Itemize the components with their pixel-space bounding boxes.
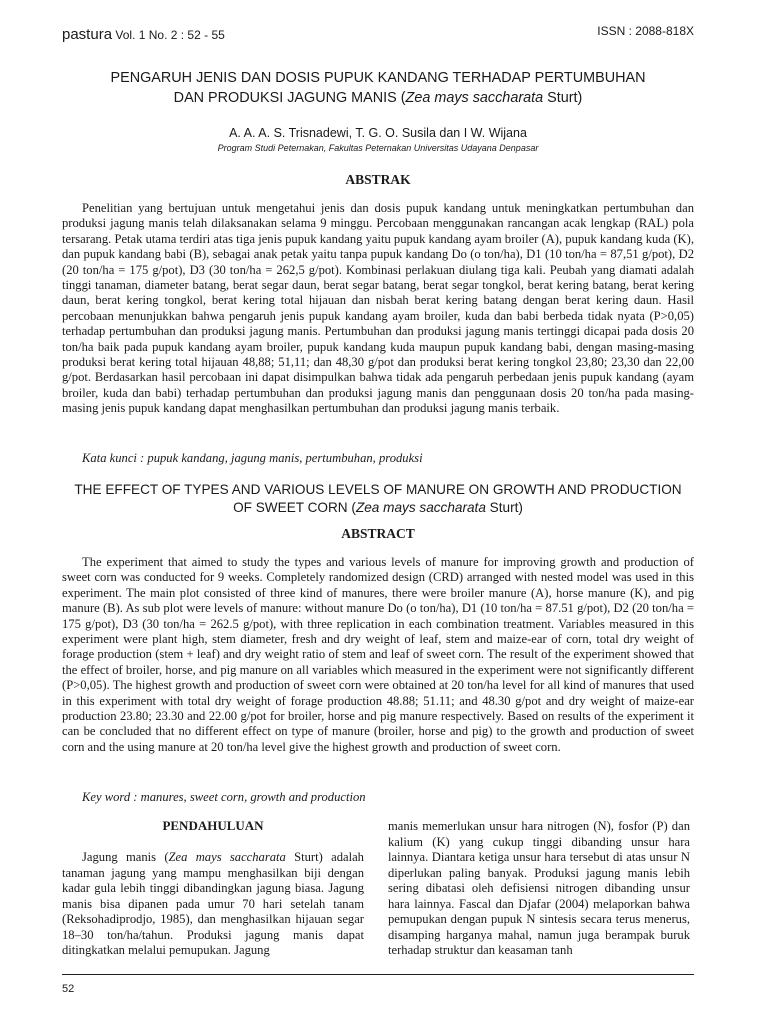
journal-page — [62, 0, 694, 1024]
journal-header — [62, 26, 225, 43]
abstract-heading: ABSTRACT — [341, 526, 415, 541]
english-title-species: Zea mays saccharata — [355, 500, 486, 515]
english-title-line-2: OF SWEET CORN (Zea mays saccharata Sturt) — [233, 500, 523, 515]
species-name: Zea mays saccharata — [168, 850, 286, 864]
abstract-keywords: Key word : manures, sweet corn, growth and production — [82, 790, 366, 804]
pendahuluan-right-column: manis memerlukan unsur hara nitrogen (N), fosfor (P) dan kalium (K) yang cukup tinggi dibanding unsur hara lainnya. Diantara ketiga unsur hara tersebut di atas unsur N diperlukan paling banyak. Produksi jagung manis lebih sering dibatasi oleh defisiensi nitrogen dibanding unsur hara lainnya. Fascal dan Djafar (2004) melaporkan bahwa pemupukan dengan pupuk N sintesis secara terus menerus, disamping harganya mahal, namun juga berampak buruk terhadap struktur dan keasaman tanh — [388, 819, 690, 957]
pendahuluan-left-column: Jagung manis (Zea mays saccharata Sturt) adalah tanaman jagung yang mampu menghasilkan biji dengan kadar gula lebih tinggi dibandingkan jagung biasa. Jagung manis bisa dipanen pada umur 70 hari setelah tanam (Reksohadiprodjo, 1985), dan menghasilkan hijauan segar 18–30 ton/ha/tahun. Produksi jagung manis dapat ditingkatkan melalui pemupukan. Jagung — [62, 850, 364, 957]
pendahuluan-heading: PENDAHULUAN — [162, 818, 264, 833]
abstract-body: The experiment that aimed to study the types and various levels of manure for improving growth and production of sweet corn was conducted for 9 weeks. Completely randomized design (CRD) arranged with nested model was used in this experiment. The main plot consisted of three kind of manures, there were broiler manure (A), horse manure (K), and pig manure (B). As sub plot were levels of manure: without manure Do (o ton/ha), D1 (10 ton/ha = 87.51 g/pot), D2 (20 ton/ha = 175 g/pot), D3 (30 ton/ha = 262.5 g/pot), with three replication in each combination treatment. Variables measured in this experiment were plant high, stem diameter, fresh and dry weight of leaf, stem and maize-ear of corn, total dry weight of forage production (stem + leaf) and dry weight ratio of stem and leaf of sweet corn. The result of the experiment showed that the effect of broiler, horse, and pig manure on all variables which measured in the experiment were not significantly different (P>0,05). The highest growth and production of sweet corn were obtained at 20 ton/ha level for all kind of manures that used in this experiment with total dry weight of forage production 48.88; 51.11; and 48.30 g/pot and dry weight of maize-ear production 23.80; 23.30 and 22.00 g/pot for broiler, horse and pig manure respectively. Based on results of the experiment it can be concluded that no different effect on type of manure (broiler, horse and pig) to the growth and production of sweet corn and the using manure at 20 ton/ha level give the highest growth and production of sweet corn. — [62, 555, 694, 754]
issn-label: ISSN : 2088-818X — [597, 24, 694, 38]
english-title — [62, 481, 694, 517]
abstrak-keywords: Kata kunci : pupuk kandang, jagung manis, pertumbuhan, produksi — [82, 451, 423, 465]
journal-volume: Vol. 1 No. 2 : 52 - 55 — [115, 28, 225, 42]
title-line-2: DAN PRODUKSI JAGUNG MANIS (Zea mays saccharata Sturt) — [173, 90, 583, 106]
page-number: 52 — [62, 983, 75, 995]
author-list: A. A. A. S. Trisnadewi, T. G. O. Susila dan I W. Wijana — [229, 126, 527, 140]
paper-title — [62, 68, 694, 108]
journal-name: pastura — [62, 26, 113, 43]
abstrak-body: Penelitian yang bertujuan untuk mengetahui jenis dan dosis pupuk kandang untuk meningkatkan pertumbuhan dan produksi jagung manis telah dilaksanakan selama 9 minggu. Percobaan menggunakan rancangan acak lengkap (RAL) pola tersarang. Petak utama terdiri atas tiga jenis pupuk kandang yaitu pupuk kandang ayam broiler (A), pupuk kandang kuda (K), dan pupuk kandang babi (B), sebagai anak petak yaitu tanpa pupuk kandang Do (o ton/ha), D1 (10 ton/ha = 87,51 g/pot), D2 (20 ton/ha = 175 g/pot), D3 (30 ton/ha = 262,5 g/pot). Kombinasi perlakuan diulang tiga kali. Peubah yang diamati adalah tinggi tanaman, diameter batang, berat segar daun, berat segar batang, berat segar tongkol, berat kering batang, berat kering daun, berat kering tongkol, berat kering total hijauan dan nisbah berat kering batang dengan berat kering daun. Hasil percobaan menunjukkan bahwa pengaruh jenis pupuk kandang ayam broiler, kuda dan babi berbeda tidak nyata (P>0,05) terhadap pertumbuhan dan produksi jagung manis. Pertumbuhan dan produksi jagung manis tertinggi dicapai pada dosis 20 ton/ha baik pada pupuk kandang ayam broiler, pupuk kandang kuda maupun pupuk kandang babi, dengan masing-masing produksi berat kering total hijauan 48,88; 51,11; dan 48,30 g/pot dan produksi berat kering tongkol 23,80; 23,30 dan 22,00 g/pot. Berdasarkan hasil percobaan ini dapat disimpulkan bahwa tidak ada pengaruh perbedaan jenis pupuk kandang (ayam broiler, kuda dan babi) terhadap pertumbuhan dan produksi jagung manis dan penggunaan dosis 20 ton/ha pada masing-masing jenis pupuk kandang dapat menghasilkan pertumbuhan dan produksi jagung manis terbaik. — [62, 201, 694, 416]
abstrak-heading: ABSTRAK — [345, 172, 411, 187]
title-line-1: PENGARUH JENIS DAN DOSIS PUPUK KANDANG TERHADAP PERTUMBUHAN — [110, 70, 646, 86]
author-affiliation: Program Studi Peternakan, Fakultas Peternakan Universitas Udayana Denpasar — [217, 143, 539, 153]
footer-divider — [62, 974, 694, 975]
title-species: Zea mays saccharata — [405, 90, 544, 106]
english-title-line-1: THE EFFECT OF TYPES AND VARIOUS LEVELS OF MANURE ON GROWTH AND PRODUCTION — [74, 482, 682, 497]
